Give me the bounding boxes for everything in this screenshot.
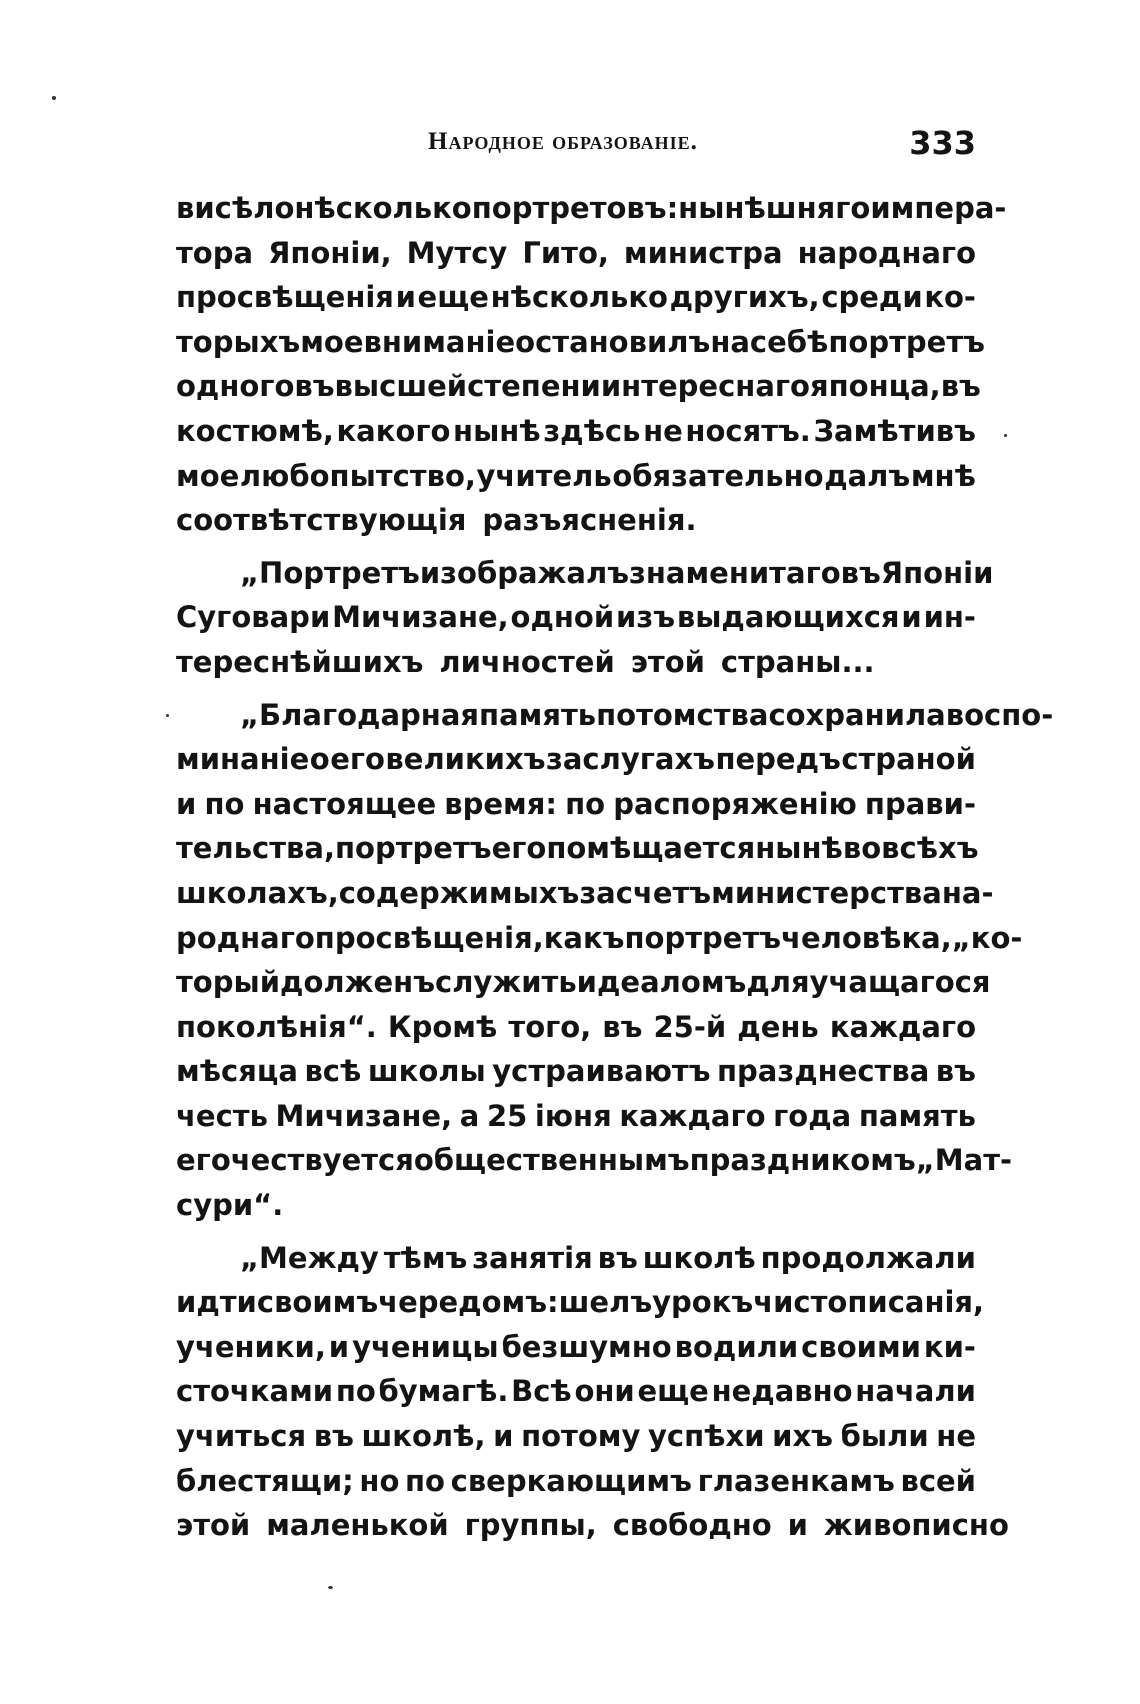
word: маленькой [266,1508,449,1543]
word: школѣ [642,1240,756,1275]
word: „Между [240,1240,379,1275]
word: и [328,1329,350,1364]
word: водили [674,1329,799,1364]
word: настоящее [252,786,437,821]
word: по [405,1463,445,1498]
word: въ [840,555,881,590]
word: о [309,742,330,777]
word: „ко- [951,920,1023,955]
word: не [643,413,683,448]
word: еще [417,280,489,315]
word: школахъ, [176,875,339,910]
word: своими [801,1329,921,1364]
word: и [787,1508,808,1543]
word: блестящи; [176,1463,354,1498]
word: и [493,1419,514,1454]
word: начали [855,1374,976,1409]
word: безшумно [501,1329,672,1364]
word: память [479,697,597,732]
word: глазенкамъ [697,1463,895,1498]
text-line [176,231,976,276]
word: среди [821,280,923,315]
word: каждаго [619,1098,766,1133]
word: народнаго [797,235,976,270]
word: того, [508,1009,592,1044]
word: и [176,786,197,821]
word: тѣмъ [383,1240,468,1275]
word: торыхъ [176,324,301,359]
word: всѣхъ [881,831,979,866]
word: носятъ. [685,413,811,448]
word: Замѣтивъ [813,413,976,448]
word: служить [435,965,577,1000]
paragraph-gap [176,1228,976,1236]
word: обязательно [612,458,824,493]
word: себѣ [749,324,829,359]
text-line [176,364,981,409]
word: года [773,1098,852,1133]
word: интереснаго [600,369,810,404]
word: торый [176,965,281,1000]
word: нынѣшняго [678,191,871,225]
word: Японіи [880,555,994,590]
word: занятія [472,1240,593,1275]
text-line [176,640,976,685]
word: чистописанія, [753,1285,985,1320]
text-line [176,498,976,543]
word: праздникомъ [689,1143,916,1178]
word: ки- [923,1329,976,1364]
word: любопытство, [239,458,476,493]
word: Гито, [522,235,609,270]
word: всѣ [304,1054,362,1089]
word: но [359,1463,400,1498]
word: сточками [176,1374,334,1409]
word: нѣсколько [490,280,668,315]
body-text [176,186,1054,1548]
word: на [710,324,750,359]
scan-speck [1004,434,1007,437]
page-number: 333 [909,124,976,162]
word: свободно [612,1508,772,1543]
word: успѣхи [648,1419,765,1454]
word: тереснѣйшихъ [176,644,424,679]
text-line [176,595,976,640]
word: шелъ [558,1285,653,1320]
word: счетъ [615,875,712,910]
word: портретъ [828,324,985,359]
word: этой [176,1508,251,1543]
paragraph [176,1236,1009,1548]
word: этой [630,644,705,679]
word: одного [176,369,295,404]
word: „Благодарная [240,697,480,732]
word: и [395,280,416,315]
word: Кромѣ [387,1009,498,1044]
text-line [176,1414,976,1459]
paragraph [176,693,1054,1228]
word: каждаго [829,1009,976,1044]
text-line [176,1369,976,1414]
word: ученики, [176,1329,326,1364]
word: знаменитаго [629,555,841,590]
word: одной [510,600,615,635]
word: урокъ [652,1285,754,1320]
word: школы [367,1054,486,1089]
word: просвѣщенія, [314,920,544,955]
paragraph-gap [176,685,976,693]
text-line [176,1325,976,1370]
scan-speck [328,1586,333,1589]
word: чествуется [230,1143,414,1178]
word: передъ [715,742,841,777]
word: продолжали [760,1240,976,1275]
word: Всѣ [511,1374,572,1409]
word: идеаломъ [576,965,747,1000]
text-line [176,186,1007,231]
word: идти [176,1285,257,1320]
word: какъ [543,920,625,955]
word: учиться [176,1419,307,1454]
word: висѣло [176,191,295,225]
word: мнѣ [910,458,976,493]
text-line [176,871,994,916]
word: за [579,875,616,910]
word: 25-й [653,1009,727,1044]
running-title: Народное образованіе. [428,128,698,155]
text-line [176,737,976,782]
text-line [176,916,1023,961]
word: въ [940,369,981,404]
word: мое [300,324,364,359]
word: живописно [823,1508,1009,1543]
word: страны... [720,644,875,679]
word: по [565,786,606,821]
word: разъясненія. [482,503,697,538]
word: личностей [439,644,615,679]
word: портретъ [335,831,492,866]
word: память [858,1098,976,1133]
word: ученицы [352,1329,499,1364]
word: заслугахъ [546,742,715,777]
word: тора [176,235,254,270]
paragraph [176,186,1007,543]
word: празднества [717,1054,930,1089]
word: его [176,1143,231,1178]
word: его [491,831,547,866]
text-line [176,960,991,1005]
word: устраиваютъ [492,1054,711,1089]
scan-speck [52,96,56,100]
word: еще [637,1374,709,1409]
word: бумагѣ. [378,1374,509,1409]
word: Японіи, [268,235,392,270]
text-line [176,1459,976,1504]
word: воспо- [945,697,1054,732]
word: высшей [334,369,468,404]
word: группы, [464,1508,597,1543]
word: сури“. [176,1188,284,1223]
word: ихъ [772,1419,833,1454]
text-line [176,1094,976,1139]
word: роднаго [176,920,315,955]
word: въ [313,1419,354,1454]
word: своимъ [256,1285,379,1320]
paragraph [176,551,994,685]
word: день [737,1009,819,1044]
text-line [176,1280,985,1325]
word: поколѣнія“. [176,1009,377,1044]
word: учащагося [809,965,991,1000]
word: Мичизане, [275,1098,453,1133]
word: импера- [870,191,1007,225]
word: далъ [824,458,911,493]
word: помѣщается [546,831,756,866]
word: іюня [534,1098,612,1133]
word: министерства [711,875,942,910]
paragraph-gap [176,543,976,551]
word: въ [597,1240,638,1275]
text-line [176,693,1054,738]
text-line [176,275,976,320]
word: „Портретъ [240,555,420,590]
text-line [176,826,979,871]
word: нѣсколько [294,191,472,225]
word: сохранила [768,697,946,732]
word: содержимыхъ [338,875,580,910]
word: сверкающимъ [450,1463,692,1498]
word: и [901,600,922,635]
word: въ [602,1009,643,1044]
word: долженъ [280,965,435,1000]
text-line [176,1183,976,1228]
word: учитель [476,458,612,493]
word: Суговари [176,600,331,635]
word: всей [900,1463,976,1498]
word: Мичизане, [332,600,509,635]
word: недавно [711,1374,853,1409]
word: портретъ [624,920,782,955]
word: министра [623,235,783,270]
word: для [746,965,810,1000]
word: по [204,786,245,821]
page-header [176,124,976,168]
word: вниманіе [363,324,516,359]
word: степени [467,369,601,404]
word: прави- [864,786,976,821]
word: мѣсяца [176,1054,298,1089]
word: въ [294,369,335,404]
word: изъ [616,600,675,635]
word: время: [444,786,557,821]
word: „Мат- [915,1143,1013,1178]
text-line [176,409,976,454]
word: какого [336,413,451,448]
text-line [176,320,985,365]
word: здѣсь [543,413,641,448]
text-line [176,454,976,499]
text-line [176,1049,976,1094]
word: соотвѣтствующія [176,503,467,538]
word: на- [941,875,994,910]
word: другихъ, [669,280,820,315]
word: ин- [923,600,976,635]
word: ко- [924,280,976,315]
word: костюмѣ, [176,413,334,448]
word: въ [935,1054,976,1089]
word: великихъ [385,742,546,777]
word: честь [176,1098,268,1133]
word: его [330,742,385,777]
word: школѣ, [361,1419,486,1454]
word: просвѣщенія [176,280,394,315]
word: портретовъ: [471,191,679,225]
word: нынѣ [755,831,843,866]
text-line [176,1005,976,1050]
word: распоряженію [613,786,857,821]
word: 25 [486,1098,528,1133]
word: чередомъ: [378,1285,559,1320]
text-line [176,551,994,596]
word: изображалъ [419,555,629,590]
word: выдающихся [676,600,900,635]
word: Мутсу [406,235,508,270]
word: они [574,1374,635,1409]
word: человѣка, [781,920,952,955]
word: во [842,831,882,866]
word: были [840,1419,929,1454]
word: японца, [809,369,941,404]
word: по [335,1374,376,1409]
text-line [176,1138,1013,1183]
word: остановилъ [515,324,711,359]
word: потому [521,1419,641,1454]
word: не [936,1419,976,1454]
word: мое [176,458,240,493]
word: страной [841,742,976,777]
word: потомства [596,697,769,732]
word: минаніе [176,742,310,777]
text-line [176,1236,976,1281]
word: нынѣ [453,413,541,448]
text-line [176,782,976,827]
word: тельства, [176,831,335,866]
scan-speck [166,714,169,717]
text-line [176,1503,1009,1548]
word: а [459,1098,480,1133]
word: общественнымъ [413,1143,690,1178]
